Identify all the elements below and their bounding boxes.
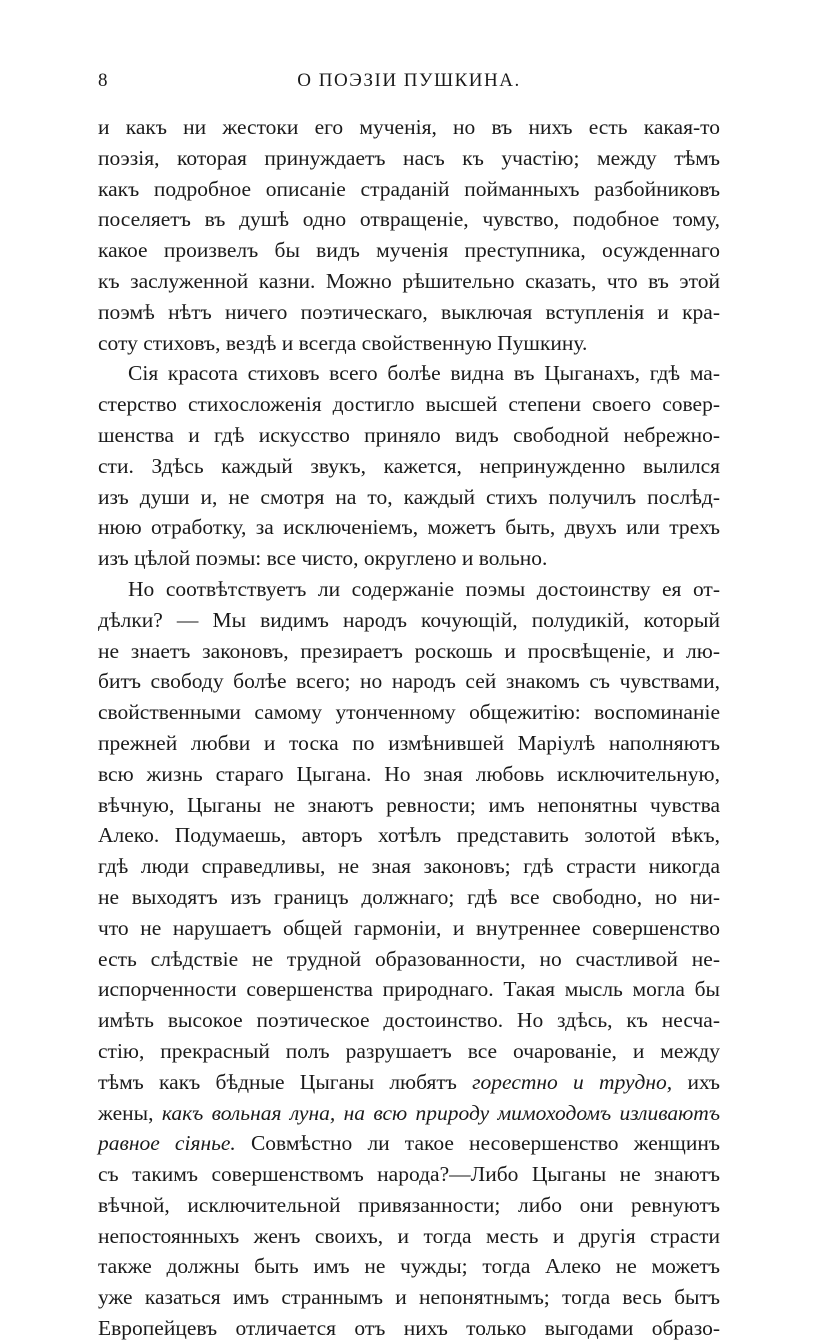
text-line: вѣчную, Цыганы не знаютъ ревности; имъ непонятны чувства	[98, 792, 720, 817]
text-line	[98, 1098, 720, 1129]
page-number: 8	[98, 70, 108, 91]
text-run: ихъ	[687, 1069, 720, 1094]
text-line: не выходятъ изъ границъ должнаго; гдѣ все свободно, но ни-	[98, 884, 720, 909]
running-title: О ПОЭЗІИ ПУШКИНА.	[297, 70, 521, 91]
text-line: изъ души и, не смотря на то, каждый стихъ получилъ послѣд-	[98, 484, 720, 509]
text-run: Совмѣстно ли такое несовершенство женщинъ	[250, 1131, 720, 1156]
text-line: сти. Здѣсь каждый звукъ, кажется, непринужденно вылился	[98, 453, 720, 478]
text-run: тѣмъ какъ бѣдные Цыганы любятъ	[98, 1069, 457, 1094]
text-line: стію, прекрасный полъ разрушаетъ все очарованіе, и между	[98, 1038, 720, 1063]
text-line: Но соотвѣтствуетъ ли содержаніе поэмы достоинству ея от-	[128, 576, 720, 601]
text-line: стерство стихосложенія достигло высшей степени своего совер-	[98, 392, 720, 417]
running-head	[98, 70, 720, 94]
body-text	[98, 112, 720, 1344]
text-line: прежней любви и тоска по измѣнившей Маріулѣ наполняютъ	[98, 730, 720, 755]
text-line: поэмѣ нѣтъ ничего поэтическаго, выключая вступленія и кра-	[98, 299, 720, 324]
text-line: поэзія, которая принуждаетъ насъ къ участію; между тѣмъ	[98, 145, 720, 170]
text-line: какъ подробное описаніе страданій пойманныхъ разбойниковъ	[98, 176, 720, 201]
text-line	[98, 1128, 720, 1159]
text-line: Европейцевъ отличается отъ нихъ только выгодами образо-	[98, 1316, 720, 1341]
text-line: Алеко. Подумаешь, авторъ хотѣлъ представить золотой вѣкъ,	[98, 823, 720, 848]
text-line: шенства и гдѣ искусство приняло видъ свободной небрежно-	[98, 422, 720, 447]
text-line: есть слѣдствіе не трудной образованности, но счастливой не-	[98, 946, 720, 971]
text-line	[98, 1067, 720, 1098]
text-line: изъ цѣлой поэмы: все чисто, округлено и вольно.	[98, 546, 548, 571]
text-line: поселяетъ въ душѣ одно отвращеніе, чувство, подобное тому,	[98, 207, 720, 232]
text-line: Сія красота стиховъ всего болѣе видна въ Цыганахъ, гдѣ ма-	[128, 361, 720, 386]
text-line: битъ свободу болѣе всего; но народъ сей знакомъ съ чувствами,	[98, 669, 720, 694]
text-line: также должны быть имъ не чужды; тогда Алеко не можетъ	[98, 1254, 720, 1279]
text-line: свойственными самому утонченному общежитію: воспоминаніе	[98, 700, 720, 725]
text-line: гдѣ люди справедливы, не зная законовъ; гдѣ страсти никогда	[98, 854, 720, 879]
text-line: всю жизнь стараго Цыгана. Но зная любовь исключительную,	[98, 761, 720, 786]
text-line: нюю отработку, за исключеніемъ, можетъ быть, двухъ или трехъ	[98, 515, 720, 540]
text-line: что не нарушаетъ общей гармоніи, и внутреннее совершенство	[98, 915, 720, 940]
italic-quote: равное сіянье.	[98, 1131, 236, 1156]
text-line: соту стиховъ, вездѣ и всегда свойственную Пушкину.	[98, 330, 588, 355]
text-line: испорченности совершенства природнаго. Такая мысль могла бы	[98, 977, 720, 1002]
text-line: уже казаться имъ страннымъ и непонятнымъ; тогда весь бытъ	[98, 1285, 720, 1310]
italic-quote: какъ вольная луна, на всю природу мимоходомъ изливаютъ	[161, 1100, 720, 1125]
text-line: и какъ ни жестоки его мученія, но въ нихъ есть какая-то	[98, 115, 720, 139]
text-line: не знаетъ законовъ, презираетъ роскошь и просвѣщеніе, и лю-	[98, 638, 720, 663]
text-line: къ заслуженной казни. Можно рѣшительно сказать, что въ этой	[98, 268, 720, 293]
text-run: жены,	[98, 1100, 154, 1125]
text-line: имѣть высокое поэтическое достоинство. Но здѣсь, къ несча-	[98, 1008, 720, 1033]
text-line: какое произвелъ бы видъ мученія преступника, осужденнаго	[98, 238, 720, 263]
italic-quote: горестно и трудно,	[472, 1069, 673, 1094]
text-line: непостоянныхъ женъ своихъ, и тогда месть и другія страсти	[98, 1223, 720, 1248]
text-line: вѣчной, исключительной привязанности; либо они ревнуютъ	[98, 1192, 720, 1217]
text-line: дѣлки? — Мы видимъ народъ кочующій, полудикій, который	[98, 607, 720, 632]
text-line: съ такимъ совершенствомъ народа?—Либо Цыганы не знаютъ	[98, 1162, 720, 1187]
